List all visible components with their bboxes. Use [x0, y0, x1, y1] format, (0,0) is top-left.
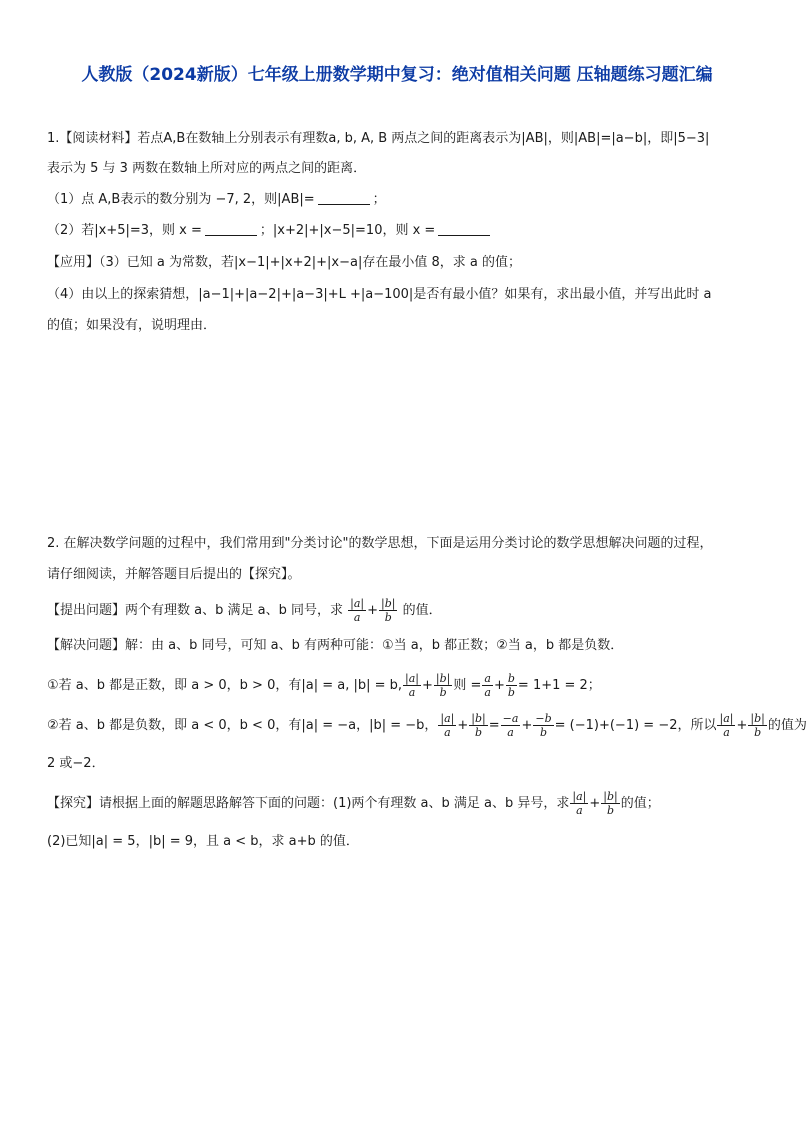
q1-part-2-text-b: ；|x+2|+|x−5|=10，则 x = [259, 223, 436, 238]
q2-intro-line-2: 请仔细阅读，并解答题目后提出的【探究】。 [47, 567, 301, 582]
fraction: $\frac{|b|}{b}$ [603, 790, 618, 817]
answer-blank[interactable] [318, 191, 370, 205]
fraction: $\frac{|b|}{b}$ [471, 712, 486, 739]
q2-case-1: ①若 a、b 都是正数，即 a > 0，b > 0，有|a| = a, |b| = b, $\frac{|a|}{a}$ + $\frac{|b|}{b}$ 则 = $\frac{a}{a}$ + $\frac{b}{b}$ = 1+1 = 2； [47, 672, 601, 699]
q1-part-1-text: （1）点 A,B表示的数分别为 −7, 2，则|AB|= [47, 192, 315, 207]
q1-part-3: 【应用】（3）已知 a 为常数，若|x−1|+|x+2|+|x−a|存在最小值 8，求 a 的值； [47, 255, 521, 270]
q1-reading-line-1: 1.【阅读材料】若点A,B在数轴上分别表示有理数a, b, A, B 两点之间的距离表示为|AB|，则|AB|=|a−b|，即|5−3| [47, 131, 710, 146]
q1-part-4-line-1: （4）由以上的探索猜想，|a−1|+|a−2|+|a−3|+L +|a−100|是否有最小值？如果有，求出最小值，并写出此时 a [47, 287, 712, 302]
fraction: $\frac{-b}{b}$ [535, 712, 552, 739]
q2-explore-1: 【探究】请根据上面的解题思路解答下面的问题：(1)两个有理数 a、b 满足 a、b 异号，求 $\frac{|a|}{a}$ + $\frac{|b|}{b}$ 的值； [47, 790, 660, 817]
q2-ask-end: 的值． [402, 603, 442, 618]
q1-part-2-text-a: （2）若|x+5|=3，则 x = [47, 223, 202, 238]
fraction: $\frac{|b|}{b}$ [750, 712, 765, 739]
fraction: $\frac{|b|}{b}$ [381, 597, 396, 624]
q2-solve: 【解决问题】解：由 a、b 同号，可知 a、b 有两种可能：①当 a，b 都正数；②当 a，b 都是负数． [47, 638, 624, 653]
fraction: $\frac{|a|}{a}$ [719, 712, 734, 739]
fraction: $\frac{|a|}{a}$ [440, 712, 455, 739]
q2-ask-text: 【提出问题】两个有理数 a、b 满足 a、b 同号，求 [47, 603, 343, 618]
q1-reading-line-2: 表示为 5 与 3 两数在数轴上所对应的两点之间的距离． [47, 161, 367, 176]
fraction: $\frac{|a|}{a}$ [405, 672, 419, 699]
q2-intro-line-1: 2. 在解决数学问题的过程中，我们常用到"分类讨论"的数学思想，下面是运用分类讨论的数学思想解决问题的过程， [47, 536, 713, 551]
q1-part-1 [47, 191, 386, 209]
fraction: $\frac{-a}{a}$ [502, 712, 519, 739]
q2-case-2: ②若 a、b 都是负数，即 a < 0，b < 0，有|a| = −a，|b| = −b， $\frac{|a|}{a}$ + $\frac{|b|}{b}$ = $\frac{-a}{a}$ + $\frac{-b}{b}$ = (−1)+(−1) = −2，所以 $\frac{|a|}{a}$ + $\frac{|b|}{b}$ 的值为 [47, 712, 807, 739]
fraction: $\frac{|a|}{a}$ [572, 790, 587, 817]
fraction: $\frac{|a|}{a}$ [350, 597, 365, 624]
fraction: $\frac{a}{a}$ [484, 672, 491, 699]
page-title: 人教版（2024新版）七年级上册数学期中复习：绝对值相关问题 压轴题练习题汇编 [81, 65, 713, 85]
fraction: $\frac{|b|}{b}$ [435, 672, 451, 699]
answer-blank[interactable] [205, 222, 257, 236]
q1-part-2 [47, 222, 493, 240]
q2-explore-2: (2)已知|a| = 5，|b| = 9，且 a < b，求 a+b 的值． [47, 834, 359, 849]
q1-part-1-end: ； [372, 192, 386, 207]
q1-part-4-line-2: 的值；如果没有，说明理由． [47, 318, 217, 333]
fraction: $\frac{b}{b}$ [507, 672, 515, 699]
q2-case-2-result: 2 或−2． [47, 756, 105, 771]
q2-ask: 【提出问题】两个有理数 a、b 满足 a、b 同号，求 $\frac{|a|}{a}$ + $\frac{|b|}{b}$ 的值． [47, 597, 442, 624]
answer-blank[interactable] [438, 222, 490, 236]
